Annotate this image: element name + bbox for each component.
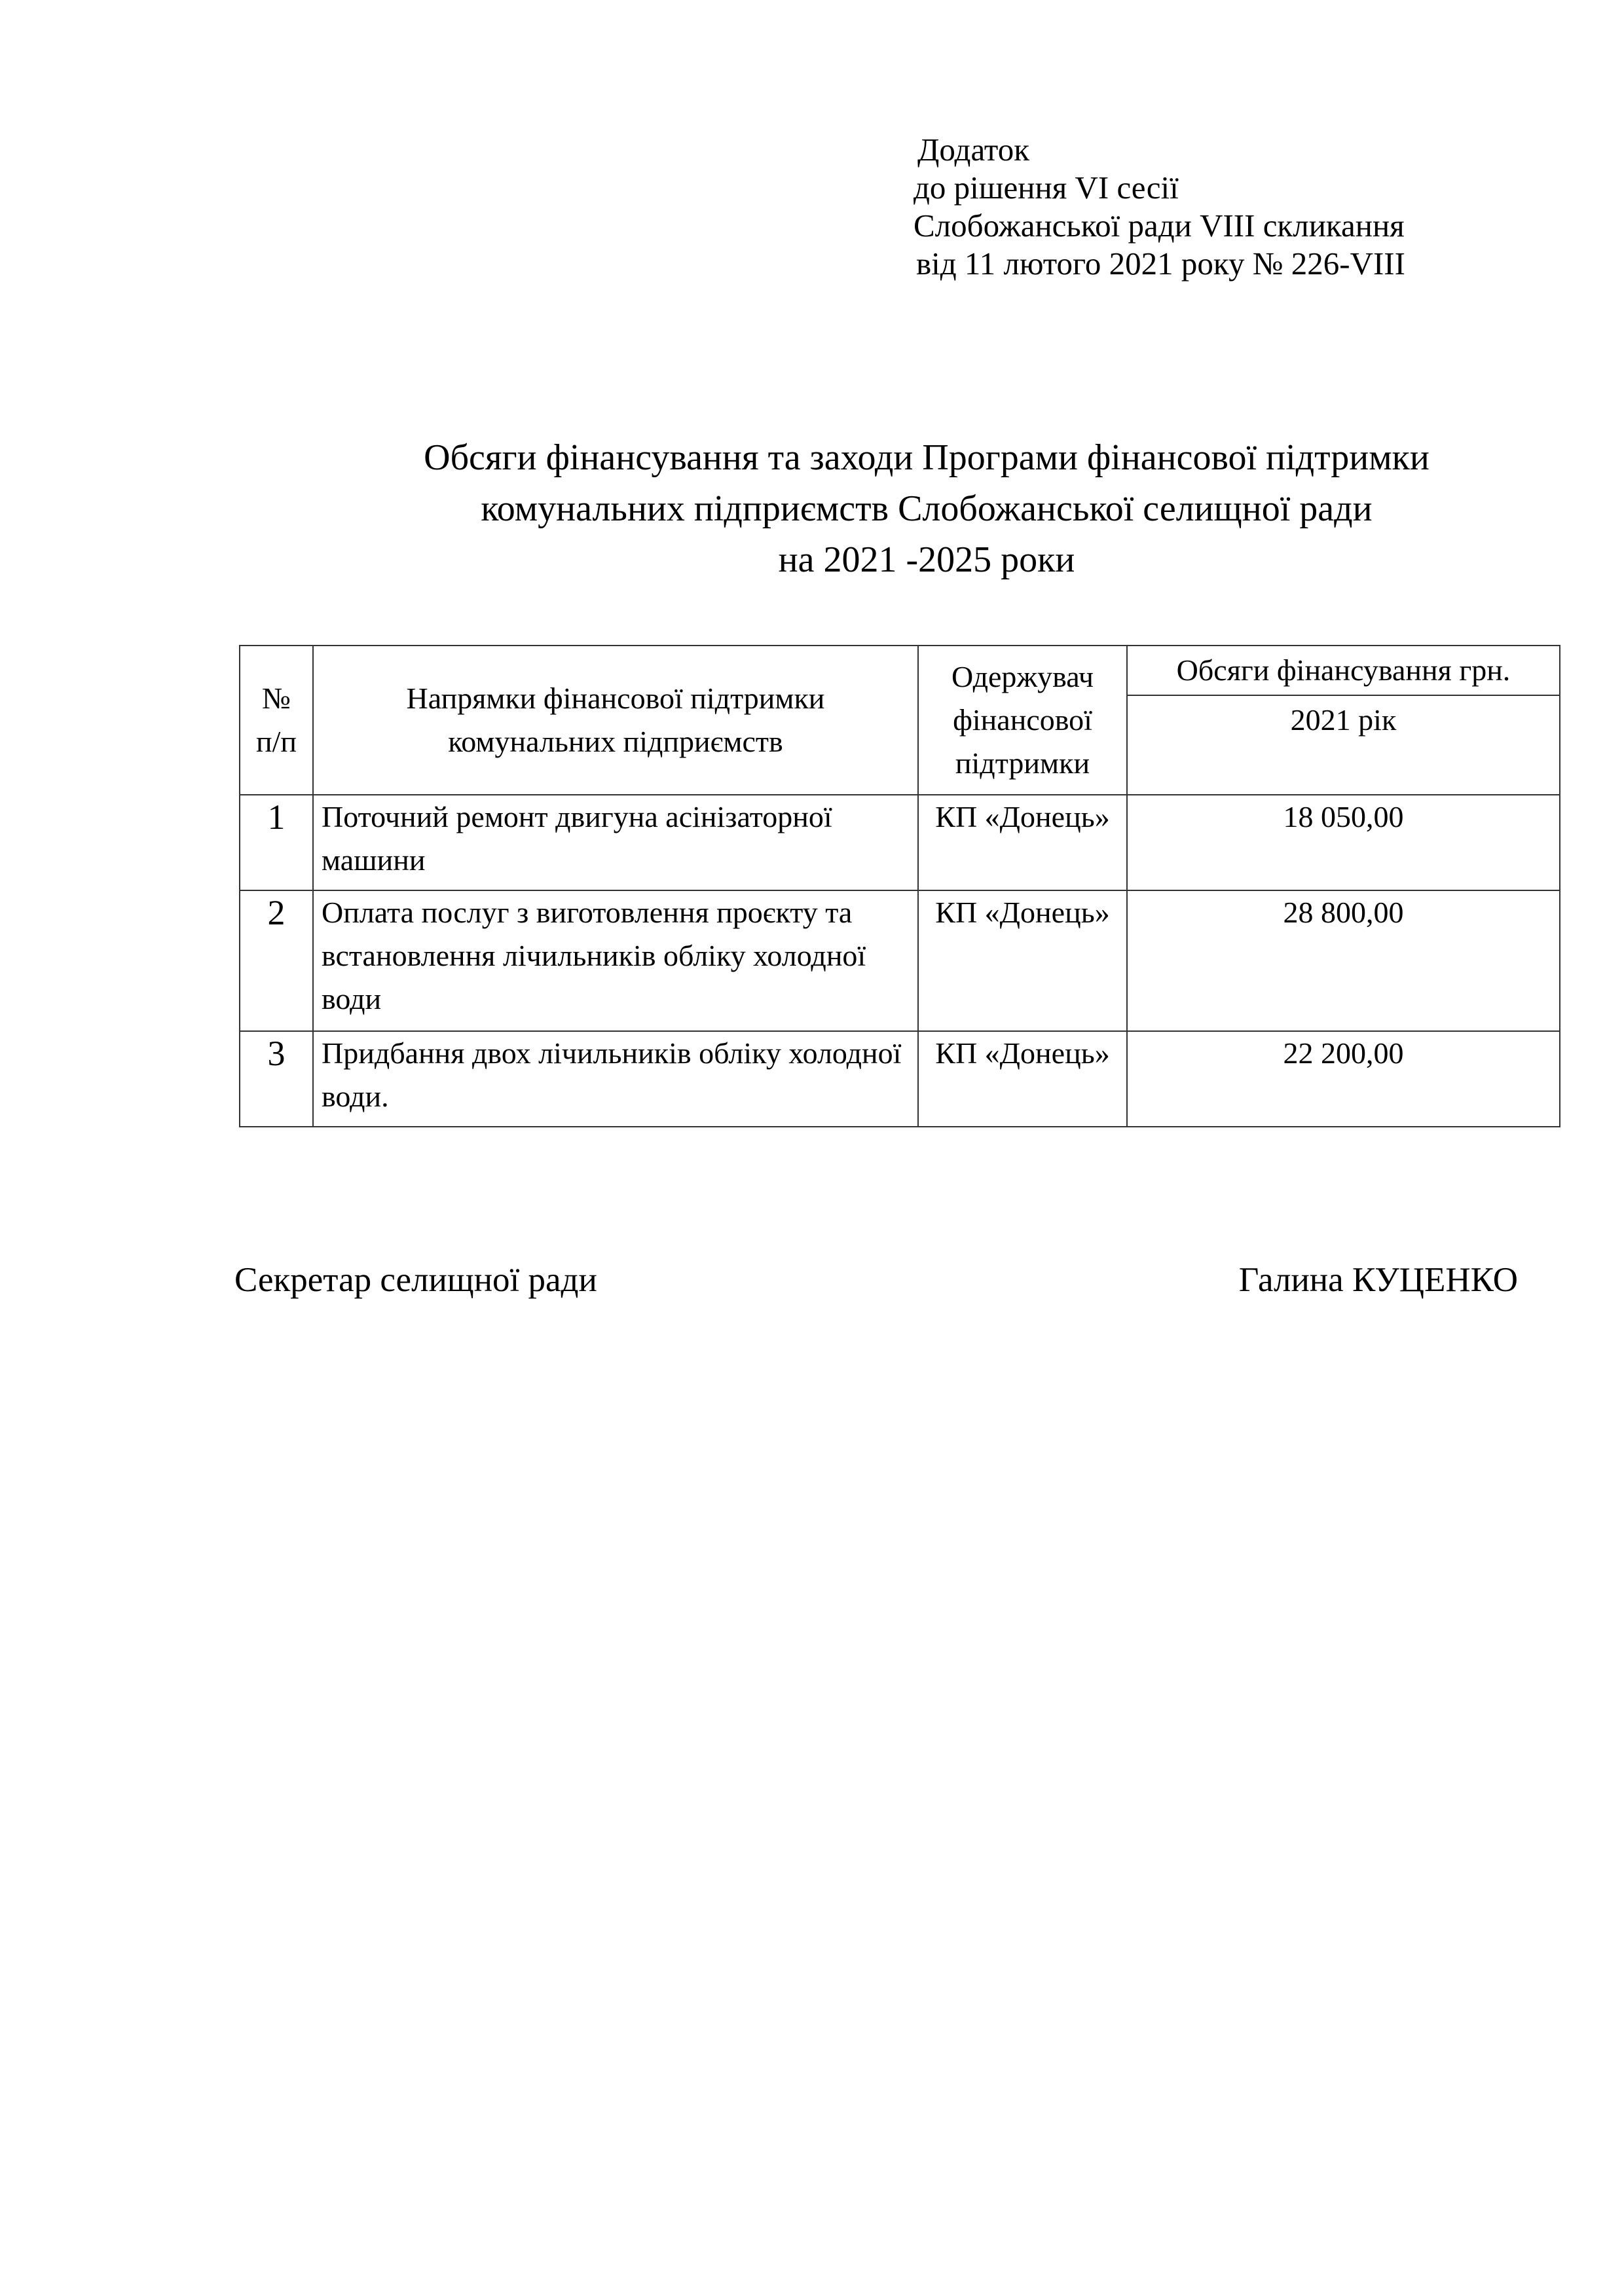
title-line: Обсяги фінансування та заходи Програми фінансової підтримки <box>424 437 1430 478</box>
row-recipient: КП «Донець» <box>918 795 1127 890</box>
table-row <box>240 795 1560 890</box>
funding-table <box>239 645 1560 1127</box>
row-num: 1 <box>240 795 313 890</box>
table-header-row <box>240 646 1560 695</box>
signature-name: Галина КУЦЕНКО <box>1238 1261 1518 1299</box>
row-amount: 28 800,00 <box>1127 890 1560 1031</box>
row-recipient: КП «Донець» <box>918 890 1127 1031</box>
document-title <box>262 432 1591 585</box>
header-direction: Напрямки фінансової підтримки комунальних підприємств <box>313 646 918 795</box>
row-amount: 18 050,00 <box>1127 795 1560 890</box>
row-direction: Придбання двох лічильників обліку холодної води. <box>313 1031 918 1127</box>
header-recipient: Одержувач фінансової підтримки <box>918 646 1127 795</box>
header-line: до рішення VI сесії <box>913 170 1179 206</box>
table-row <box>240 1031 1560 1127</box>
row-amount: 22 200,00 <box>1127 1031 1560 1127</box>
header-year: 2021 рік <box>1127 695 1560 795</box>
header-line: Додаток <box>917 132 1029 168</box>
table-row <box>240 890 1560 1031</box>
signature-position: Секретар селищної ради <box>234 1261 597 1299</box>
row-num: 2 <box>240 890 313 1031</box>
row-recipient: КП «Донець» <box>918 1031 1127 1127</box>
header-num: № п/п <box>240 646 313 795</box>
title-line: на 2021 -2025 роки <box>778 539 1075 580</box>
header-line: від 11 лютого 2021 року № 226-VIII <box>916 246 1405 282</box>
row-direction: Поточний ремонт двигуна асінізаторної машини <box>313 795 918 890</box>
row-direction: Оплата послуг з виготовлення проєкту та встановлення лічильників обліку холодної води <box>313 890 918 1031</box>
header-funding: Обсяги фінансування грн. <box>1127 646 1560 695</box>
title-line: комунальних підприємств Слобожанської селищної ради <box>481 488 1373 529</box>
header-line: Слобожанської ради VIII скликання <box>913 208 1405 244</box>
row-num: 3 <box>240 1031 313 1127</box>
appendix-header <box>913 131 1405 283</box>
